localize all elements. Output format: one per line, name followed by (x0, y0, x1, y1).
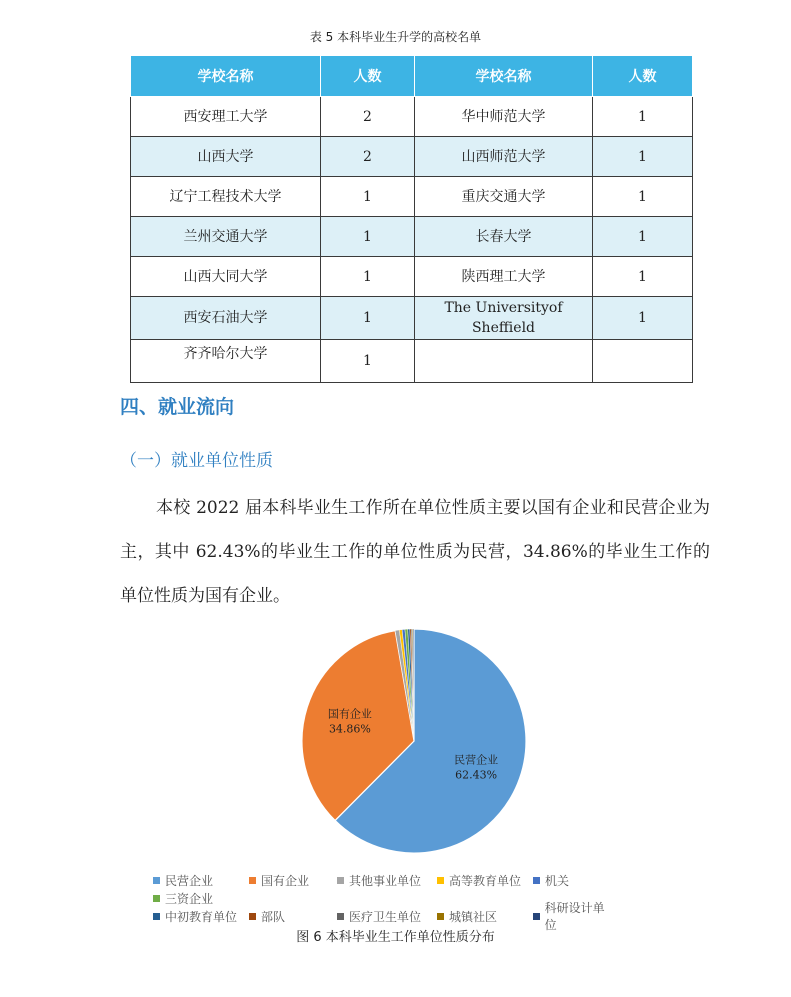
legend-label: 国有企业 (261, 873, 310, 888)
table-cell: 1 (593, 177, 693, 217)
legend-swatch (153, 877, 160, 884)
legend-item (337, 907, 429, 925)
legend-swatch (337, 877, 344, 884)
table-cell: 1 (321, 257, 415, 297)
table-cell: 长春大学 (415, 217, 593, 257)
table-cell: 1 (321, 297, 415, 340)
legend-swatch (533, 913, 540, 920)
chart-caption: 图 6 本科毕业生工作单位性质分布 (296, 930, 495, 945)
pie-label-value: 34.86% (328, 722, 371, 736)
table-cell: 西安石油大学 (131, 297, 321, 340)
legend-item (437, 907, 525, 925)
table-cell: 1 (593, 297, 693, 340)
legend-item (337, 871, 429, 889)
table-cell: 2 (321, 97, 415, 137)
table-cell: 1 (321, 177, 415, 217)
table-cell: 1 (593, 217, 693, 257)
table-caption: 表 5 本科毕业生升学的高校名单 (309, 30, 482, 44)
legend-item (153, 889, 223, 907)
legend-swatch (249, 877, 256, 884)
table-cell: 山西大学 (131, 137, 321, 177)
table-cell: 1 (593, 97, 693, 137)
legend-label: 城镇社区 (449, 909, 498, 924)
header-school-name: 学校名称 (131, 56, 321, 97)
legend-swatch (437, 913, 444, 920)
table-cell: The Universityof Sheffield (415, 297, 593, 340)
legend-label: 部队 (261, 909, 286, 924)
subsection-heading: （一）就业单位性质 (120, 451, 273, 471)
pie-slices (302, 629, 526, 853)
chart-legend (153, 871, 673, 932)
section-heading: 四、就业流向 (120, 396, 235, 418)
table-cell: 山西师范大学 (415, 137, 593, 177)
table-cell: 2 (321, 137, 415, 177)
legend-swatch (249, 913, 256, 920)
legend-swatch (153, 895, 160, 902)
table-cell: 山西大同大学 (131, 257, 321, 297)
legend-swatch (337, 913, 344, 920)
header-school-name: 学校名称 (415, 56, 593, 97)
legend-label: 民营企业 (165, 873, 214, 888)
table-cell: 重庆交通大学 (415, 177, 593, 217)
legend-label: 高等教育单位 (449, 873, 522, 888)
legend-item (437, 871, 525, 889)
legend-item (249, 907, 329, 925)
table-cell: 华中师范大学 (415, 97, 593, 137)
pie-label-name: 民营企业 (454, 753, 499, 767)
legend-label: 其他事业单位 (349, 873, 422, 888)
table-cell: 陕西理工大学 (415, 257, 593, 297)
table-cell: 1 (593, 257, 693, 297)
table-cell: 1 (321, 340, 415, 383)
table-cell: 齐齐哈尔大学 (131, 340, 321, 383)
legend-item (153, 871, 241, 889)
legend-label: 科研设计单位 (544, 901, 605, 932)
legend-swatch (153, 913, 160, 920)
header-count: 人数 (321, 56, 415, 97)
legend-label: 中初教育单位 (165, 909, 238, 924)
legend-item (533, 871, 613, 889)
legend-item (249, 871, 329, 889)
legend-label: 机关 (545, 873, 570, 888)
pie-label-value: 62.43% (455, 768, 498, 782)
legend-item (533, 901, 613, 932)
table-cell: 辽宁工程技术大学 (131, 177, 321, 217)
table-cell: 1 (593, 137, 693, 177)
pie-label-name: 国有企业 (327, 707, 372, 721)
header-count: 人数 (593, 56, 693, 97)
legend-item (153, 907, 241, 925)
body-paragraph: 本校 2022 届本科毕业生工作所在单位性质主要以国有企业和民营企业为主，其中 62.43%的毕业生工作的单位性质为民营，34.86%的毕业生工作的单位性质为国有企业。 (120, 498, 710, 606)
table-cell: 西安理工大学 (131, 97, 321, 137)
legend-label: 医疗卫生单位 (349, 909, 422, 924)
legend-swatch (533, 877, 540, 884)
table-cell: 兰州交通大学 (131, 217, 321, 257)
table-cell: 1 (321, 217, 415, 257)
legend-swatch (437, 877, 444, 884)
legend-label: 三资企业 (165, 891, 214, 906)
